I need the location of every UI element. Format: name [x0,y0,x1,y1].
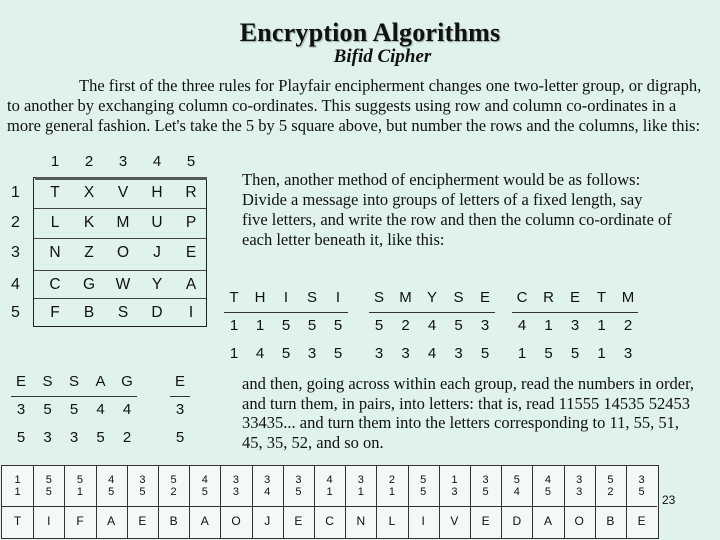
intro-paragraph [7,76,707,136]
square-cell: Y [151,276,163,293]
square-cell: A [185,276,197,293]
group-row-coordinate: 1 [597,317,606,334]
group-col-coordinate: 3 [623,345,633,362]
result-row-digit: 4 [326,474,333,486]
result-divider [626,506,657,507]
result-row-digit: 2 [388,474,396,486]
result-divider [345,506,376,507]
page-number: 23 [662,493,676,507]
result-divider [2,506,33,507]
square-row-header: 2 [11,214,20,231]
result-column [439,466,471,538]
group-col-coordinate: 3 [401,345,410,362]
result-col-digit: 2 [607,486,614,498]
result-column [96,466,128,538]
square-cell: O [116,244,130,261]
result-letter: E [637,514,646,528]
result-row-digit: 3 [264,474,271,486]
result-col-digit: 5 [638,486,645,498]
group-letter: R [543,289,554,306]
result-col-digit: 1 [326,486,333,498]
result-table [1,465,659,539]
group-col-coordinate: 5 [96,429,105,446]
group-letter: E [15,373,26,390]
result-divider [439,506,470,507]
group-col-coordinate: 5 [480,345,490,362]
result-column [626,466,657,538]
result-col-digit: 1 [357,486,364,498]
result-col-digit: 1 [14,486,21,498]
square-cell: U [151,214,163,231]
result-column [283,466,315,538]
group-row-coordinate: 5 [333,317,343,334]
group-col-coordinate: 1 [517,345,527,362]
result-divider [595,506,626,507]
square-cell: D [151,304,163,321]
group-col-coordinate: 4 [427,345,437,362]
square-cell: N [49,244,61,261]
group-col-coordinate: 1 [229,345,239,362]
result-letter: I [421,514,425,528]
intro-text: The first of the three rules for Playfair encipherment changes one two-letter group, or digraph, to another by exchanging column co-ordinates. This suggests using row and column co-ordinates in a more general fashion. Let's take the 5 by 5 square above, but number the rows and the columns, like this: [7,76,702,135]
result-letter: E [138,514,147,528]
group-col-coordinate: 4 [255,345,265,362]
group-letter: C [516,289,528,306]
result-col-digit: 5 [201,486,208,498]
result-row-digit: 5 [607,474,614,486]
result-divider [64,506,95,507]
group-row-coordinate: 1 [544,317,553,334]
square-cell: W [115,276,131,293]
group-row-coordinate: 3 [480,317,490,334]
result-divider [376,506,407,507]
result-letter: B [169,514,178,528]
group-row-coordinate: 3 [16,401,26,418]
result-col-digit: 1 [388,486,396,498]
square-cell: I [188,304,194,321]
square-cell: M [116,214,130,231]
result-col-digit: 5 [295,486,302,498]
result-col-digit: 2 [170,486,177,498]
result-row-digit: 3 [357,474,364,486]
group-row-coordinate: 5 [69,401,79,418]
result-column [220,466,252,538]
square-row-header: 5 [11,304,20,321]
result-col-digit: 1 [76,486,84,498]
group-col-coordinate: 5 [570,345,580,362]
result-letter: E [294,514,303,528]
square-row-divider [34,270,206,271]
group-letter: E [479,289,490,306]
result-row-digit: 1 [451,474,458,486]
group-row-coordinate: 4 [427,317,437,334]
result-row-digit: 4 [108,474,115,486]
group-letter: S [68,373,79,390]
result-col-digit: 5 [420,486,427,498]
square-cell: J [153,244,161,261]
result-row-digit: 5 [170,474,177,486]
group-letter: I [283,289,289,306]
group-underline [11,396,137,397]
square-cell: K [83,214,95,231]
result-col-digit: 5 [544,486,552,498]
result-letter: C [325,514,334,528]
result-row-digit: 3 [295,474,302,486]
square-cell: B [83,304,95,321]
group-letter: H [254,289,266,306]
result-column [2,466,34,538]
group-col-coordinate: 1 [597,345,606,362]
result-letter: B [606,514,615,528]
result-divider [127,506,158,507]
group-letter: A [95,373,106,390]
group-row-coordinate: 4 [122,401,132,418]
result-divider [564,506,595,507]
result-column [127,466,159,538]
square-col-header: 1 [50,153,60,170]
result-column [345,466,377,538]
group-col-coordinate: 5 [333,345,343,362]
result-row-digit: 3 [482,474,489,486]
group-row-coordinate: 3 [570,317,580,334]
group-letter: E [174,373,185,390]
group-row-coordinate: 5 [454,317,463,334]
square-row-divider [34,208,206,209]
group-row-coordinate: 1 [255,317,265,334]
square-cell: X [83,184,95,201]
result-column [314,466,346,538]
result-column [252,466,284,538]
square-cell: P [185,214,197,231]
group-col-coordinate: 5 [281,345,291,362]
result-col-digit: 3 [576,486,583,498]
group-underline [170,396,190,397]
result-letter: A [200,514,209,528]
result-row-digit: 3 [576,474,583,486]
result-column [595,466,627,538]
result-divider [501,506,532,507]
result-divider [470,506,501,507]
reading-paragraph: and then, going across within each group, read the numbers in order, and turn them, in pairs, into letters: that is, read 11555 14535 52453 33435... and turn them into the letters corresponding to 11, 55, 51, 45, 35, 52, and so on. [242,374,695,452]
group-col-coordinate: 3 [454,345,463,362]
result-row-digit: 5 [45,474,52,486]
group-col-coordinate: 3 [43,429,52,446]
result-col-digit: 5 [45,486,52,498]
result-col-digit: 4 [264,486,271,498]
result-column [158,466,190,538]
result-letter: O [231,514,241,528]
result-column [376,466,408,538]
square-cell: R [185,184,197,201]
result-col-digit: 5 [482,486,489,498]
square-cell: C [49,276,61,293]
group-letter: M [399,289,412,306]
square-row-divider [34,238,206,239]
square-col-header: 4 [152,153,162,170]
result-column [532,466,564,538]
group-letter: S [42,373,53,390]
result-divider [158,506,189,507]
result-letter: O [574,514,584,528]
result-column [501,466,533,538]
group-underline [512,312,638,313]
result-letter: A [107,514,116,528]
result-row-digit: 4 [544,474,552,486]
group-row-coordinate: 4 [517,317,527,334]
result-letter: D [512,514,522,528]
result-column [189,466,221,538]
result-column [64,466,96,538]
square-col-header: 3 [118,153,128,170]
square-cell: E [185,244,197,261]
square-cell: T [50,184,60,201]
square-row-divider [34,298,206,299]
result-col-digit: 3 [232,486,240,498]
result-col-digit: 3 [451,486,458,498]
group-letter: S [453,289,464,306]
result-letter: E [481,514,490,528]
result-letter: F [76,514,84,528]
group-col-coordinate: 5 [544,345,553,362]
result-letter: I [47,514,51,528]
result-divider [532,506,563,507]
result-row-digit: 3 [139,474,146,486]
group-letter: Y [426,289,437,306]
group-row-coordinate: 5 [281,317,291,334]
group-row-coordinate: 5 [43,401,52,418]
group-row-coordinate: 2 [623,317,633,334]
group-row-coordinate: 2 [401,317,410,334]
result-column [564,466,596,538]
result-divider [96,506,127,507]
result-letter: N [356,514,366,528]
result-divider [408,506,439,507]
group-col-coordinate: 5 [16,429,26,446]
result-row-digit: 5 [420,474,427,486]
group-row-coordinate: 5 [307,317,317,334]
result-letter: L [388,514,396,528]
group-col-coordinate: 3 [69,429,79,446]
group-underline [224,312,348,313]
result-divider [33,506,64,507]
method-paragraph: Then, another method of encipherment would be as follows: Divide a message into groups of letters of a fixed length, say five letters, and write the row and then the column co-ordinate of each letter beneath it, like this: [242,170,672,249]
group-letter: G [121,373,133,390]
group-letter: I [335,289,341,306]
group-col-coordinate: 3 [374,345,384,362]
group-col-coordinate: 2 [122,429,132,446]
square-cell: S [117,304,129,321]
square-cell: F [50,304,60,321]
result-row-digit: 4 [201,474,208,486]
result-row-digit: 5 [76,474,84,486]
result-row-digit: 1 [14,474,21,486]
slide-subtitle: Bifid Cipher [333,46,432,67]
group-letter: T [596,289,607,306]
square-col-header: 5 [186,153,196,170]
group-letter: T [229,289,239,306]
group-row-coordinate: 5 [374,317,384,334]
result-col-digit: 5 [139,486,146,498]
result-column [408,466,440,538]
square-cell: V [117,184,129,201]
square-col-header: 2 [84,153,94,170]
result-col-digit: 5 [108,486,115,498]
square-cell: L [50,214,60,231]
group-letter: S [306,289,317,306]
result-col-digit: 4 [513,486,520,498]
result-row-digit: 5 [513,474,520,486]
group-letter: S [373,289,384,306]
square-cell: H [151,184,163,201]
group-letter: E [569,289,580,306]
group-row-coordinate: 1 [229,317,239,334]
result-letter: T [13,514,22,528]
result-divider [314,506,345,507]
square-row-header: 1 [11,184,20,201]
group-row-coordinate: 3 [175,401,185,418]
square-top-rule [35,177,207,180]
result-divider [220,506,251,507]
result-letter: J [264,514,271,528]
result-letter: A [543,514,552,528]
result-divider [283,506,314,507]
group-row-coordinate: 4 [96,401,105,418]
group-underline [369,312,495,313]
group-col-coordinate: 5 [175,429,185,446]
result-divider [189,506,220,507]
square-row-header: 3 [11,244,20,261]
group-letter: M [621,289,635,306]
result-letter: V [450,514,459,528]
square-cell: G [82,276,96,293]
result-row-digit: 3 [232,474,240,486]
result-divider [252,506,283,507]
square-cell: Z [84,244,94,261]
result-column [470,466,502,538]
group-col-coordinate: 3 [307,345,317,362]
square-row-header: 4 [11,276,20,293]
result-row-digit: 3 [638,474,645,486]
result-column [33,466,65,538]
slide-title: Encryption Algorithms [239,18,501,47]
